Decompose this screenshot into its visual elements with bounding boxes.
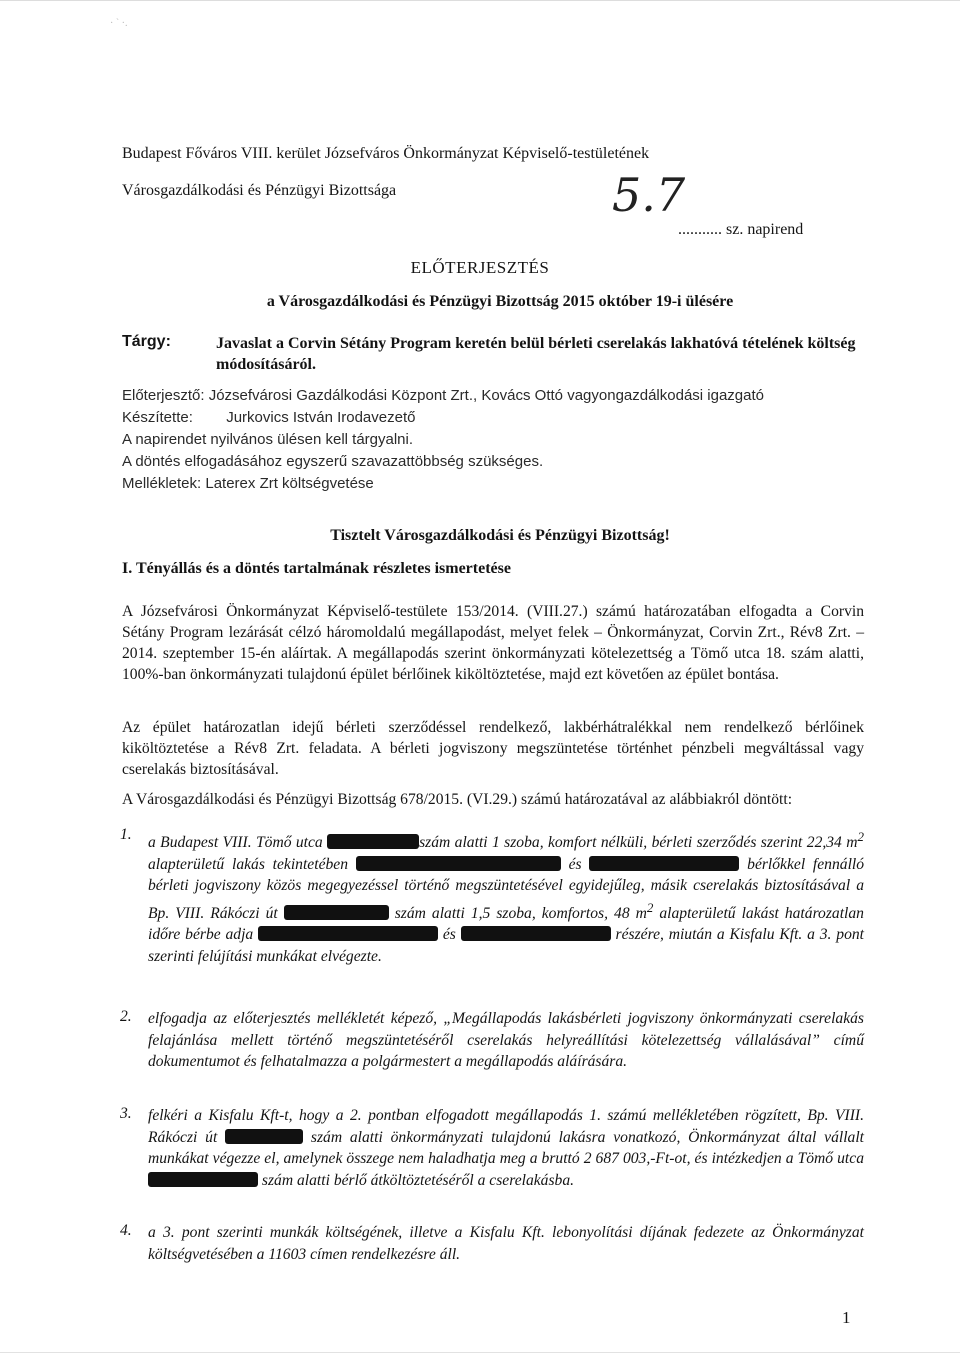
item-3-part-3: szám alatti bérlő átköltöztetéséről a cserelakásba. (261, 1171, 575, 1189)
meta-majority: A döntés elfogadásához egyszerű szavazattöbbség szükséges. (122, 453, 544, 470)
subject-text: Javaslat a Corvin Sétány Program keretén belül bérleti cserelakás lakhatóvá tételének költség módosításáról. (216, 335, 856, 373)
item-3-part-2: szám alatti önkormányzati tulajdonú lakásra vonatkozó, Önkormányzat által vállalt munkákat végezze el, amelynek összege nem haladhatja meg a bruttó 2 687 003,-Ft-ot, és intézkedjen a Tömő utca (148, 1128, 864, 1167)
document-title: ELŐTERJESZTÉS (410, 258, 550, 277)
header-line1: Budapest Főváros VIII. kerület Józsefváros Önkormányzat Képviselő-testületének (122, 145, 650, 162)
item-1-part-6: szám alatti 1,5 szoba, komfortos, 48 m (394, 904, 647, 922)
item-1-part-1: a Budapest VIII. Tömő utca (148, 834, 328, 852)
item-1-part-8: és (442, 926, 456, 944)
redaction-bar (356, 856, 561, 871)
item-1-part-9: részére, miután a Kisfalu Kft. a 3. pont szerinti felújítási munkákat elvégezte. (148, 926, 864, 965)
section-heading: I. Tényállás és a döntés tartalmának részletes ismertetése (122, 560, 511, 577)
handwritten-agenda-number: 5.7 (612, 168, 686, 222)
redaction-bar (148, 1172, 258, 1187)
redaction-bar (327, 834, 419, 849)
item-3 (148, 1105, 864, 1191)
page-number: 1 (842, 1308, 851, 1327)
redaction-bar (589, 856, 739, 871)
meta-presenter: Előterjesztő: Józsefvárosi Gazdálkodási Központ Zrt., Kovács Ottó vagyongazdálkodási igazgató (122, 387, 765, 404)
item-number-3: 3. (120, 1105, 132, 1122)
redaction-bar (461, 926, 611, 941)
item-1-part-4: és (568, 855, 582, 873)
item-1-part-5: bérlőkkel fennálló bérleti jogviszony közös megegyezéssel történő megszüntetésével egyidejűleg, másik cserelakás biztosításával a Bp. VIII. Rákóczi út (148, 855, 865, 922)
scan-edge-bottom (0, 1352, 960, 1353)
paragraph-3: A Városgazdálkodási és Pénzügyi Bizottság 678/2015. (VI.29.) számú határozatával az alábbiakról döntött: (122, 791, 793, 808)
redaction-bar (258, 926, 438, 941)
redaction-bar (284, 905, 389, 920)
item-2: elfogadja az előterjesztés mellékletét képező, „Megállapodás lakásbérleti jogviszony önkormányzati cserelakás felajánlása mellett történő megszüntetéséről cserelakás helyreállítási kötelezettség vállalásával” című dokumentumot és felhatalmazza a polgármestert a megállapodás aláírására. (148, 1010, 864, 1070)
greeting: Tisztelt Városgazdálkodási és Pénzügyi Bizottság! (330, 527, 670, 544)
paragraph-2: Az épület határozatlan idejű bérleti szerződéssel rendelkező, lakbérhátralékkal nem rendelkező bérlőinek kiköltöztetése a Rév8 Zrt. feladata. A bérleti jogviszony megszüntetése történhet pénzbeli megváltással vagy cserelakás biztosításával. (122, 719, 864, 778)
item-3-part-1: felkéri a Kisfalu Kft-t, hogy a 2. pontban elfogadott megállapodás 1. számú mellékletében rögzített, Bp. VIII. Rákóczi út (148, 1107, 864, 1146)
paragraph-1: A Józsefvárosi Önkormányzat Képviselő-testülete 153/2014. (VIII.27.) számú határozatában elfogadta a Corvin Sétány Program lezárását célzó háromoldalú megállapodást, melyet felek – Önkormányzat, Corvin Zrt., Rév8 Zrt. – 2014. szeptember 15-én aláírtak. A megállapodás szerint önkormányzati kötelezettség a Tömő utca 18. szám alatti, 100%-ban önkormányzati tulajdonú épület bérlőinek kiköltöztetése, majd ezt követően az épület bontása. (122, 603, 864, 683)
redaction-bar (225, 1129, 303, 1144)
item-number-1: 1. (120, 826, 132, 843)
item-1-part-7: alapterületű lakást határozatlan időre bérbe adja (148, 904, 864, 944)
item-1 (148, 826, 864, 967)
document-subtitle: a Városgazdálkodási és Pénzügyi Bizottság 2015 október 19-i ülésére (266, 293, 734, 310)
scan-speckle: · ` ·. (110, 18, 128, 29)
item-number-4: 4. (120, 1222, 132, 1239)
header-line2: Városgazdálkodási és Pénzügyi Bizottsága (122, 182, 397, 199)
item-number-2: 2. (120, 1008, 132, 1025)
item-4: a 3. pont szerinti munkák költségének, illetve a Kisfalu Kft. lebonyolítási díjának fedezete az Önkormányzat költségvetésében a 11603 címen rendelkezésre áll. (148, 1224, 864, 1263)
item-1-part-3: alapterületű lakás tekintetében (148, 855, 349, 873)
superscript-2: 2 (646, 899, 654, 915)
superscript-2: 2 (857, 829, 864, 844)
scan-edge-top (0, 0, 960, 1)
meta-attachments: Mellékletek: Laterex Zrt költségvetése (122, 475, 374, 492)
meta-public-session: A napirendet nyilvános ülésen kell tárgyalni. (122, 431, 414, 448)
item-1-part-2: szám alatti 1 szoba, komfort nélküli, bérleti szerződés szerint 22,34 m (419, 834, 858, 852)
agenda-label: ........... sz. napirend (678, 221, 804, 238)
subject-label: Tárgy: (122, 333, 171, 350)
meta-prepared-by: Készítette: Jurkovics István Irodavezető (122, 409, 416, 426)
